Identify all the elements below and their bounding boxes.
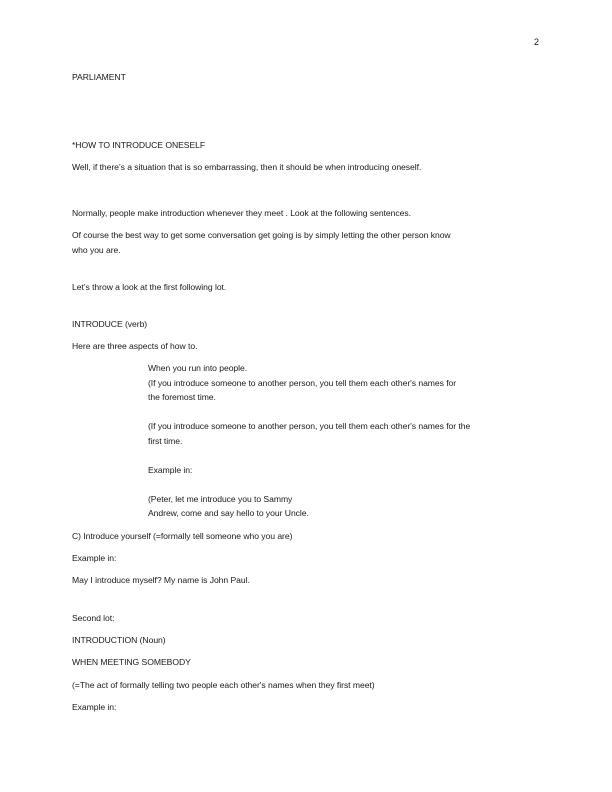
first-lot-lead: Here are three aspects of how to.	[72, 341, 198, 351]
indented-line: first time.	[148, 436, 183, 446]
indented-line: (Peter, let me introduce you to Sammy	[148, 494, 293, 504]
second-lot-subtitle: WHEN MEETING SOMEBODY	[72, 657, 191, 667]
document-heading: PARLIAMENT	[72, 72, 126, 82]
indented-line: Andrew, come and say hello to your Uncle.	[148, 508, 309, 518]
second-lot-definition: (=The act of formally telling two people each other's names when they first meet)	[72, 680, 375, 690]
first-lot-title: INTRODUCE (verb)	[72, 319, 148, 329]
indented-line: (If you introduce someone to another person, you tell them each other's names for the	[148, 421, 471, 431]
intro-paragraph: Well, if there’s a situation that is so embarrassing, then it should be when introducing oneself.	[72, 162, 422, 172]
indented-line: Example in:	[148, 465, 193, 475]
paragraph-3: Let’s throw a look at the first following lot.	[72, 282, 227, 292]
page-number: 2	[534, 37, 540, 47]
paragraph-2-line-2: who you are.	[72, 245, 121, 255]
indented-line: When you run into people.	[148, 363, 248, 373]
paragraph-1: Normally, people make introduction whenever they meet . Look at the following sentences.	[72, 208, 411, 218]
paragraph-2-line-1: Of course the best way to get some conversation get going is by simply letting the other person know	[72, 230, 451, 240]
point-c: C) Introduce yourself (=formally tell someone who you are)	[72, 531, 293, 541]
second-lot-example-label: Example in:	[72, 702, 117, 712]
second-lot-label: Second lot:	[72, 613, 115, 623]
section-title: *HOW TO INTRODUCE ONESELF	[72, 140, 206, 150]
example-label: Example in:	[72, 553, 117, 563]
example-text: May I introduce myself? My name is John Paul.	[72, 575, 250, 585]
second-lot-title: INTRODUCTION (Noun)	[72, 635, 166, 645]
indented-line: the foremost time.	[148, 392, 216, 402]
indented-line: (If you introduce someone to another person, you tell them each other's names for	[148, 378, 457, 388]
